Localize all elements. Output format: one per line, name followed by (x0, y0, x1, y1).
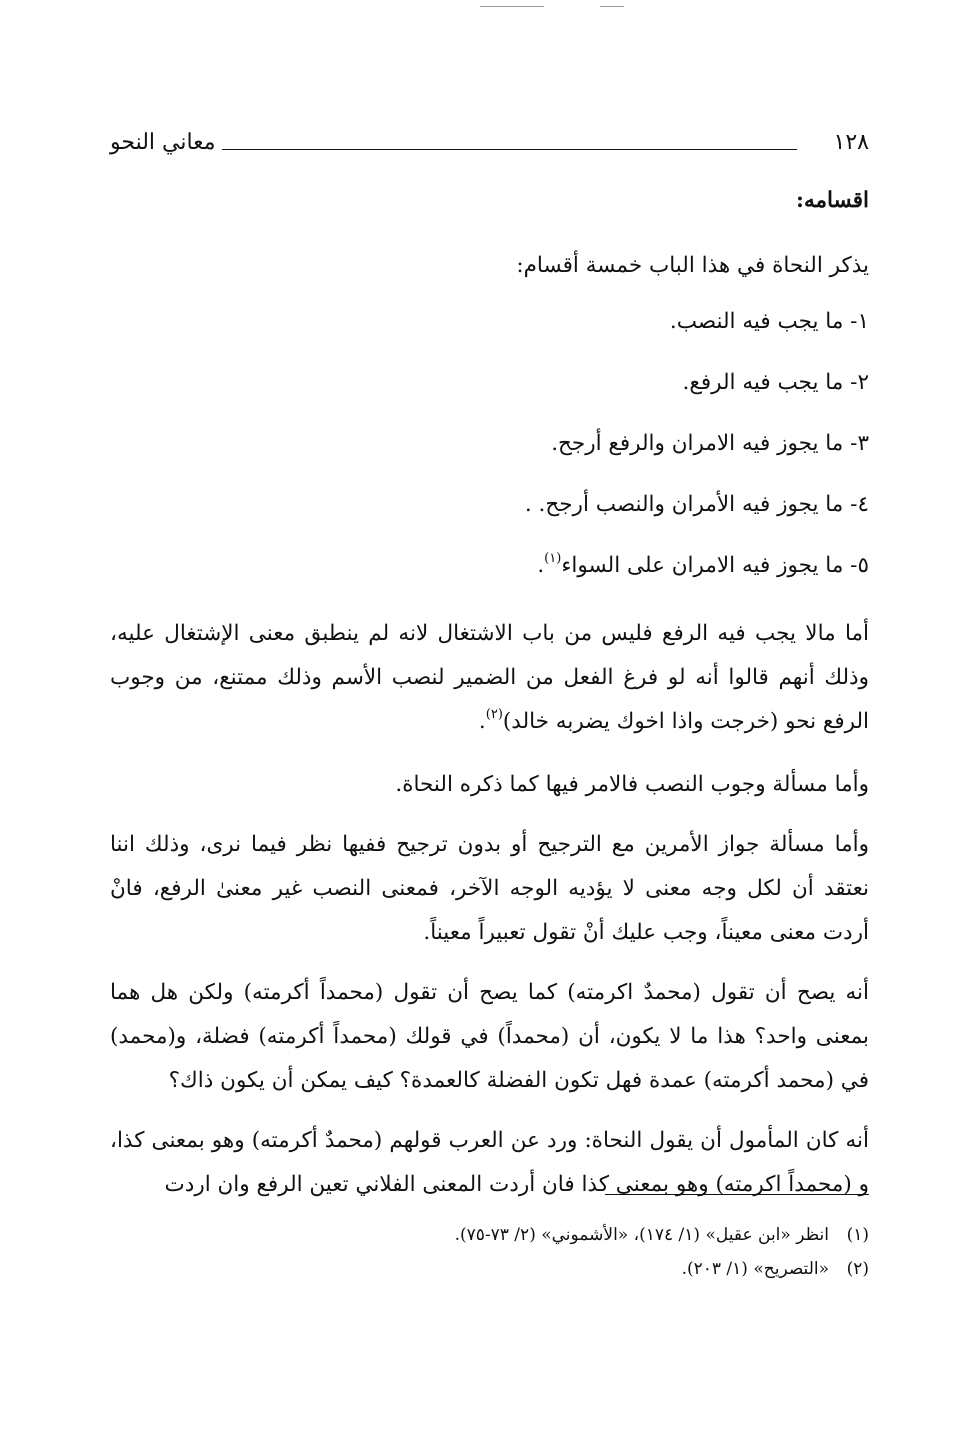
list-item (110, 544, 869, 588)
list-item: ٤- ما يجوز فيه الأمران والنصب أرجح. . (524, 492, 869, 517)
page-number: ١٢٨ (833, 130, 869, 155)
list-item: ٣- ما يجوز فيه الامران والرفع أرجح. (551, 431, 869, 456)
footnotes (110, 1218, 869, 1286)
paragraph-end: . (478, 709, 486, 734)
intro-line: يذكر النحاة في هذا الباب خمسة أقسام: (516, 253, 869, 278)
footnote (110, 1252, 869, 1286)
footnote-text: انظر «ابن عقيل» (١/ ١٧٤)، «الأشموني» (٢/ ٧٣-٧٥). (454, 1225, 829, 1245)
paragraph: أنه يصح أن تقول (محمدٌ اكرمته) كما يصح أن تقول (محمداً أكرمته) ولكن هل هما بمعنى واحد؟ هذا ما لا يكون، أن (محمداً) في قولك (محمداً أكرمته) فضلة، و(محمد) في (محمد أكرمته) عمدة فهل تكون الفضلة كالعمدة؟ كيف يمكن أن يكون ذاك؟ (110, 980, 869, 1093)
list-item: ٢- ما يجب فيه الرفع. (682, 370, 869, 395)
paragraph: وأما مسألة وجوب النصب فالامر فيها كما ذكره النحاة. (395, 772, 869, 797)
section-heading: اقسامه: (796, 188, 869, 213)
footnote-number: (١) (846, 1225, 869, 1245)
book-title: معاني النحو (110, 130, 216, 155)
paragraph (110, 612, 869, 747)
footnote-text: «التصريح» (١/ ٢٠٣). (681, 1259, 829, 1279)
numbered-list (110, 300, 869, 588)
list-item: ١- ما يجب فيه النصب. (669, 309, 869, 334)
page-body (110, 180, 869, 1207)
running-header (110, 128, 869, 168)
list-item-text: ٥- ما يجوز فيه الامران على السواء (561, 553, 869, 578)
footnote (110, 1218, 869, 1252)
paragraph-text: أما مالا يجب فيه الرفع فليس من باب الاشتغال لانه لم ينطبق معنى الإشتغال عليه، وذلك أنهم قالوا أنه لو فرغ الفعل من الضمير لنصب الأسم وذلك ممتنع، من وجوب الرفع نحو (خرجت واذا اخوك يضربه خالد) (110, 621, 869, 734)
paragraph: وأما مسألة جواز الأمرين مع الترجيح أو بدون ترجيح ففيها نظر فيما نرى، وذلك اننا نعتقد أن لكل وجه معنى لا يؤديه الوجه الآخر، فمعنى النصب غير معنىٰ الرفع، فانْ أردت معنى معيناً، وجب عليك أنْ تقول تعبيراً معيناً. (110, 832, 869, 945)
paragraph: أنه كان المأمول أن يقول النحاة: ورد عن العرب قولهم (محمدٌ أكرمته) وهو بمعنى كذا، و (محمداً اكرمته) وهو بمعنى كذا فان أردت المعنى الفلاني تعين الرفع وان اردت (110, 1128, 869, 1197)
footnote-number: (٢) (846, 1259, 869, 1279)
footnote-rule (605, 1194, 869, 1195)
footnote-marker: (١) (544, 551, 562, 566)
footnote-marker: (٢) (485, 707, 503, 722)
header-rule (222, 149, 797, 150)
list-item-end: . (537, 553, 545, 578)
